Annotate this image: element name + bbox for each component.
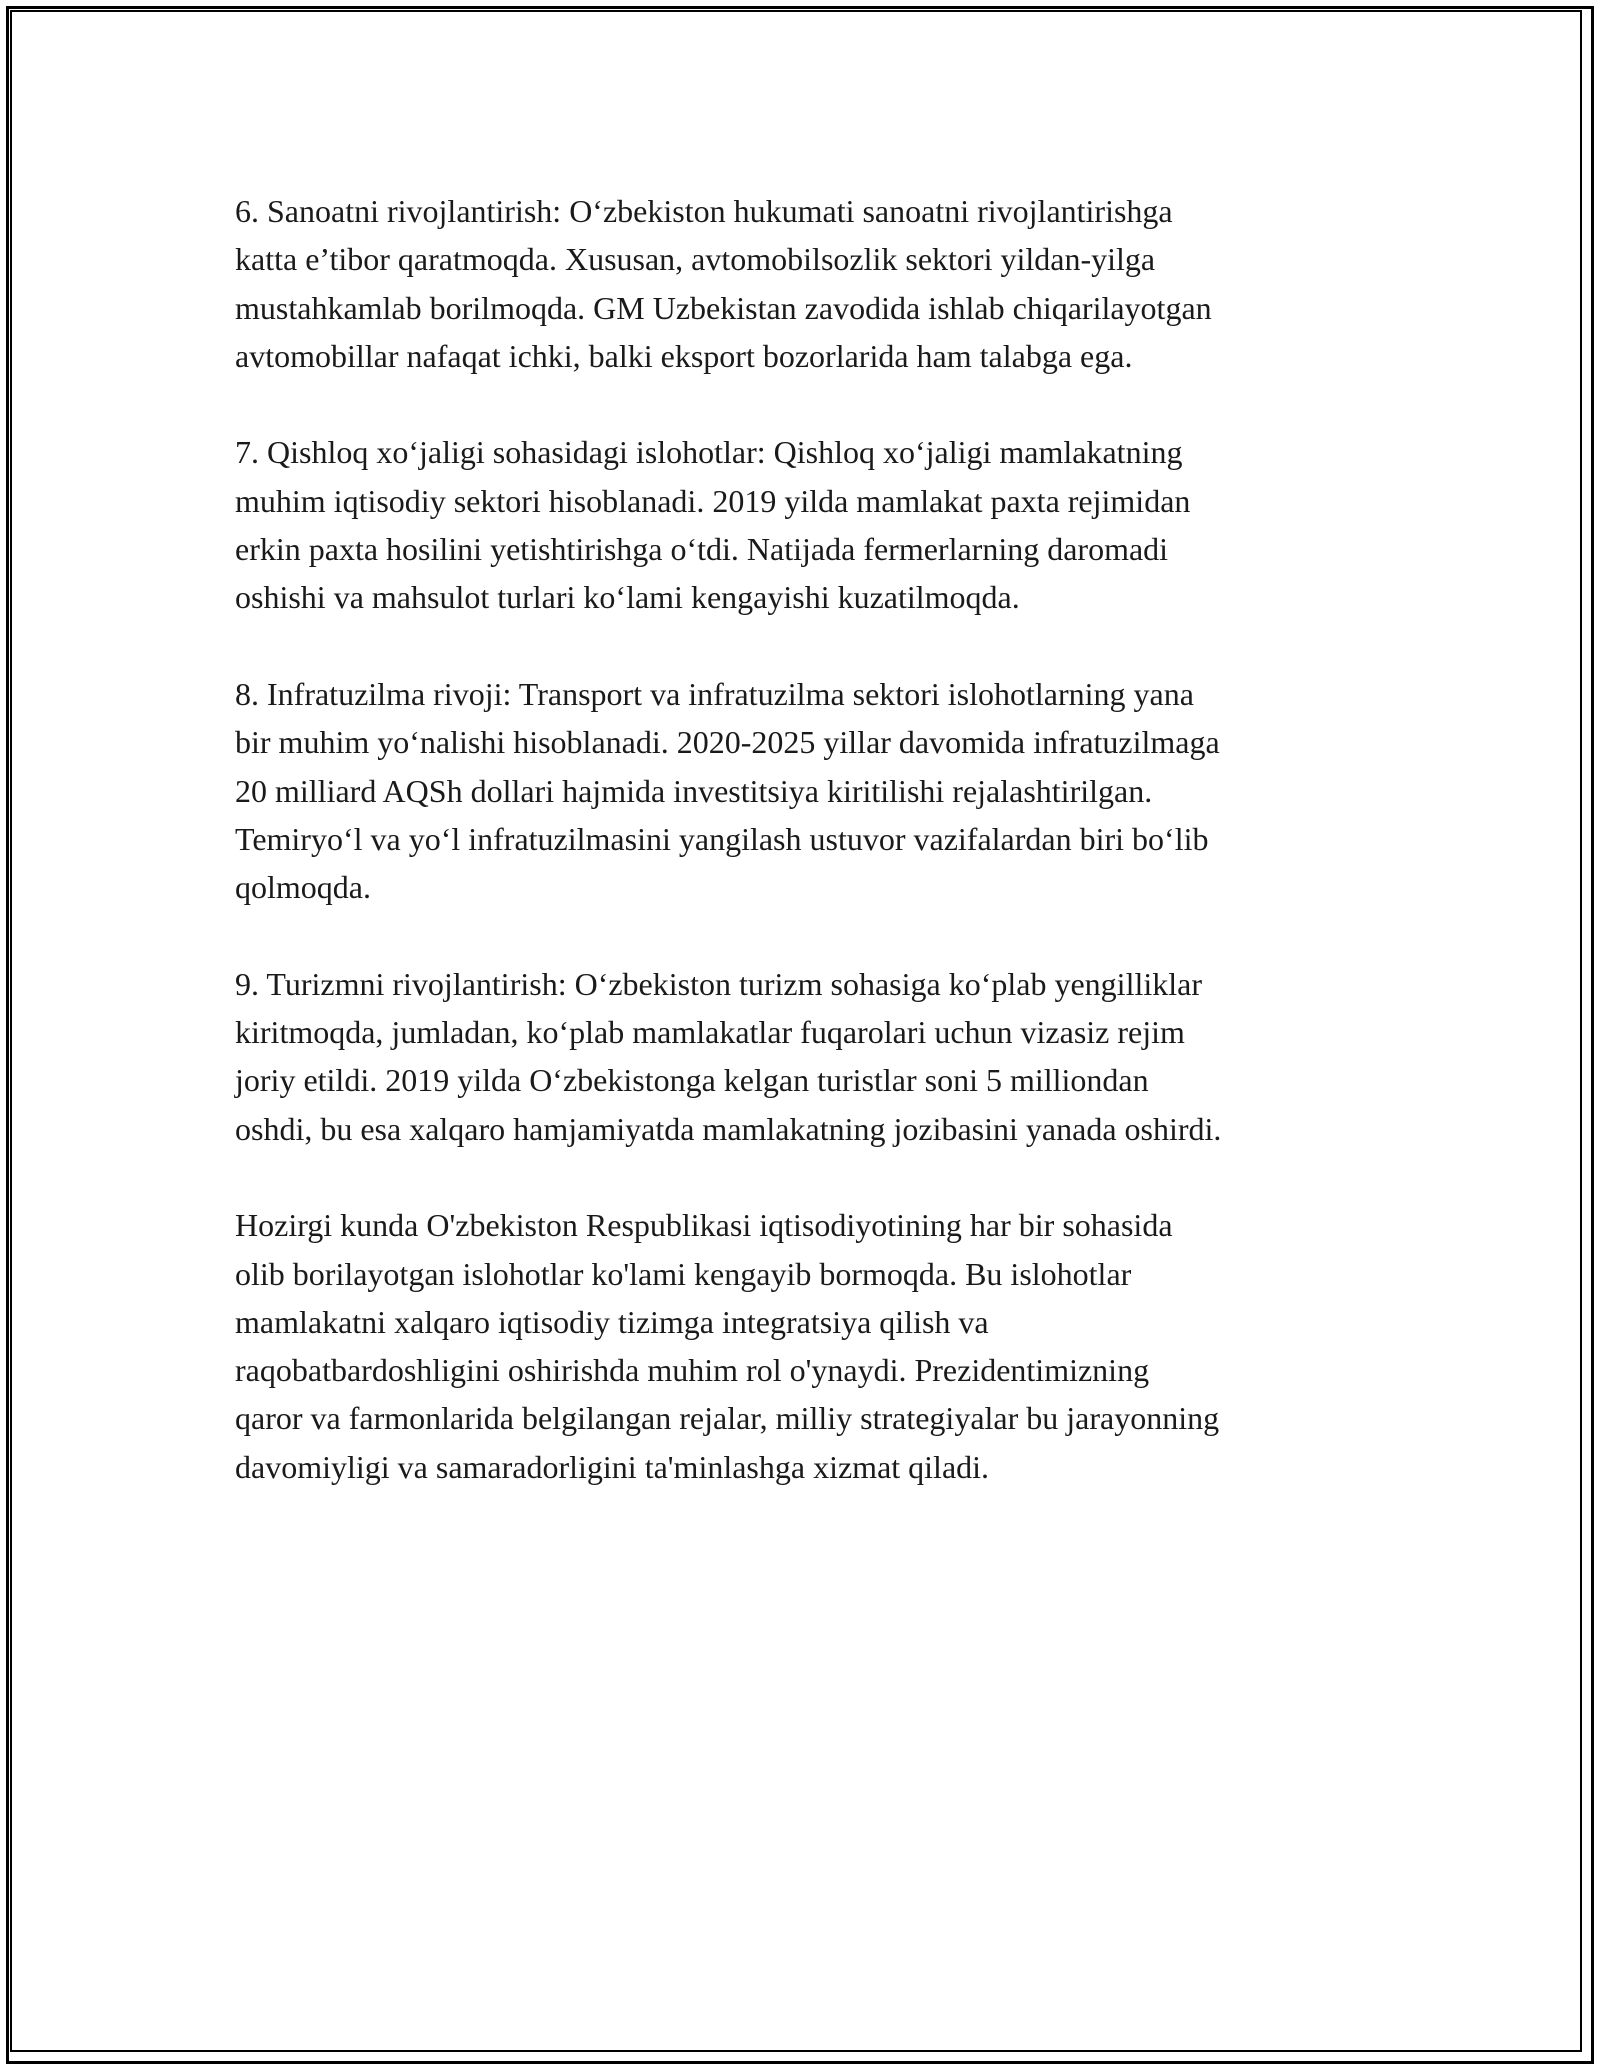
text-line: katta e’tibor qaratmoqda. Xususan, avtomobilsozlik sektori yildan-yilga	[235, 241, 1156, 278]
text-line: avtomobillar nafaqat ichki, balki eksport bozorlarida ham talabga ega.	[235, 337, 1133, 374]
text-line: qaror va farmonlarida belgilangan rejalar, milliy strategiyalar bu jarayonning	[235, 1400, 1220, 1437]
text-line: bir muhim yo‘nalishi hisoblanadi. 2020-2025 yillar davomida infratuzilmaga	[235, 724, 1220, 761]
text-line: 7. Qishloq xo‘jaligi sohasidagi islohotlar: Qishloq xo‘jaligi mamlakatning	[235, 434, 1183, 471]
text-line: oshishi va mahsulot turlari ko‘lami kengayishi kuzatilmoqda.	[235, 579, 1020, 616]
paragraph-tourism	[235, 960, 1375, 1153]
text-line: 8. Infratuzilma rivoji: Transport va infratuzilma sektori islohotlarning yana	[235, 675, 1194, 712]
text-line: 9. Turizmni rivojlantirish: O‘zbekiston turizm sohasiga ko‘plab yengilliklar	[235, 965, 1202, 1002]
text-line: mustahkamlab borilmoqda. GM Uzbekistan zavodida ishlab chiqarilayotgan	[235, 289, 1212, 326]
text-line: olib borilayotgan islohotlar ko'lami kengayib bormoqda. Bu islohotlar	[235, 1255, 1132, 1292]
text-line: qolmoqda.	[235, 869, 371, 906]
text-line: erkin paxta hosilini yetishtirishga o‘tdi. Natijada fermerlarning daromadi	[235, 531, 1169, 568]
document-body	[235, 187, 1375, 1539]
text-line: 6. Sanoatni rivojlantirish: O‘zbekiston hukumati sanoatni rivojlantirishga	[235, 193, 1173, 229]
paragraph-conclusion	[235, 1201, 1375, 1491]
text-line: Hozirgi kunda O'zbekiston Respublikasi iqtisodiyotining har bir sohasida	[235, 1207, 1173, 1244]
text-line: mamlakatni xalqaro iqtisodiy tizimga integratsiya qilish va	[235, 1303, 989, 1340]
paragraph-infrastructure	[235, 670, 1375, 911]
text-line: Temiryo‘l va yo‘l infratuzilmasini yangilash ustuvor vazifalardan biri bo‘lib	[235, 820, 1209, 857]
text-line: joriy etildi. 2019 yilda O‘zbekistonga kelgan turistlar soni 5 milliondan	[235, 1062, 1149, 1099]
text-line: raqobatbardoshligini oshirishda muhim rol o'ynaydi. Prezidentimizning	[235, 1352, 1150, 1389]
paragraph-industry	[235, 187, 1375, 380]
text-line: kiritmoqda, jumladan, ko‘plab mamlakatlar fuqarolari uchun vizasiz rejim	[235, 1014, 1185, 1051]
paragraph-agriculture	[235, 428, 1375, 621]
text-line: oshdi, bu esa xalqaro hamjamiyatda mamlakatning jozibasini yanada oshirdi.	[235, 1110, 1222, 1147]
text-line: 20 milliard AQSh dollari hajmida investitsiya kiritilishi rejalashtirilgan.	[235, 772, 1153, 809]
text-line: muhim iqtisodiy sektori hisoblanadi. 2019 yilda mamlakat paxta rejimidan	[235, 482, 1191, 519]
text-line: davomiyligi va samaradorligini ta'minlashga xizmat qiladi.	[235, 1448, 990, 1485]
